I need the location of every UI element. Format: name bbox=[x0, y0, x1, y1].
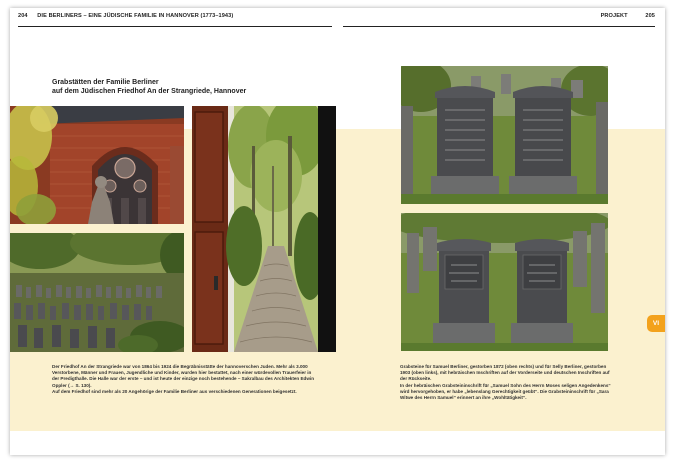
chapter-tab: VI bbox=[647, 315, 665, 332]
book-spread bbox=[10, 8, 665, 455]
right-page-header bbox=[601, 13, 655, 25]
left-page-number: 204 bbox=[18, 13, 28, 19]
photo-gravestones-german bbox=[401, 213, 608, 351]
right-body-text bbox=[400, 364, 612, 401]
photo-door-and-path bbox=[192, 106, 336, 352]
left-page-header bbox=[18, 13, 233, 25]
left-header-rule bbox=[18, 26, 332, 27]
photo-gravestones-hebrew bbox=[401, 66, 608, 204]
left-paragraph-1: Der Friedhof An der Strangriede war von 1864 bis 1924 die Begräbnisstätte der hannoverschen Juden. Mehr als 3.000 Verstorbene, Männer und Frauen, Jugendliche und Kinder, wurden hier bestattet, nach einer würdevollen Trauerfeier in der Predigthalle. Die Halle war der erste – und ist heute der einzige noch bestehende – Sakralbau des Architekten Edwin Oppler (→ S. 130). bbox=[52, 364, 315, 388]
right-paragraph-2: In der hebräischen Grabsteininschrift für „Samuel Sohn des Herrn Moses seligen Angedenkens“ wird hervorgehoben, er habe „lebenslang Gerechtigkeit geübt“. Die Grabsteininschrift für „Sara Witwe des Herrn Samuel“ erinnert an ihre „Wohltätigkeit“. bbox=[400, 382, 611, 401]
caption-title bbox=[52, 78, 246, 96]
photo-cemetery-rows bbox=[10, 233, 184, 352]
photo-prayer-hall bbox=[10, 106, 184, 224]
left-paragraph-2: Auf dem Friedhof sind mehr als 20 Angehörige der Familie Berliner aus verschiedenen Generationen beigesetzt. bbox=[52, 388, 297, 394]
left-running-title: DIE BERLINERS – EINE JÜDISCHE FAMILIE IN HANNOVER (1773–1943) bbox=[37, 13, 234, 19]
right-page-number: 205 bbox=[645, 13, 655, 19]
right-paragraph-1: Grabsteine für Samuel Berliner, gestorben 1872 (oben rechts) und für Selly Berliner, gestorben 1903 (oben links), mit hebräischen Inschriften auf der Vorderseite und deutschen Inschriften auf der Rückseite. bbox=[400, 364, 610, 382]
left-body-text bbox=[52, 364, 314, 395]
caption-title-line-2: auf dem Jüdischen Friedhof An der Strangriede, Hannover bbox=[52, 88, 247, 95]
caption-title-line-1: Grabstätten der Familie Berliner bbox=[52, 79, 159, 86]
right-running-title: PROJEKT bbox=[600, 13, 628, 19]
right-header-rule bbox=[343, 26, 655, 27]
